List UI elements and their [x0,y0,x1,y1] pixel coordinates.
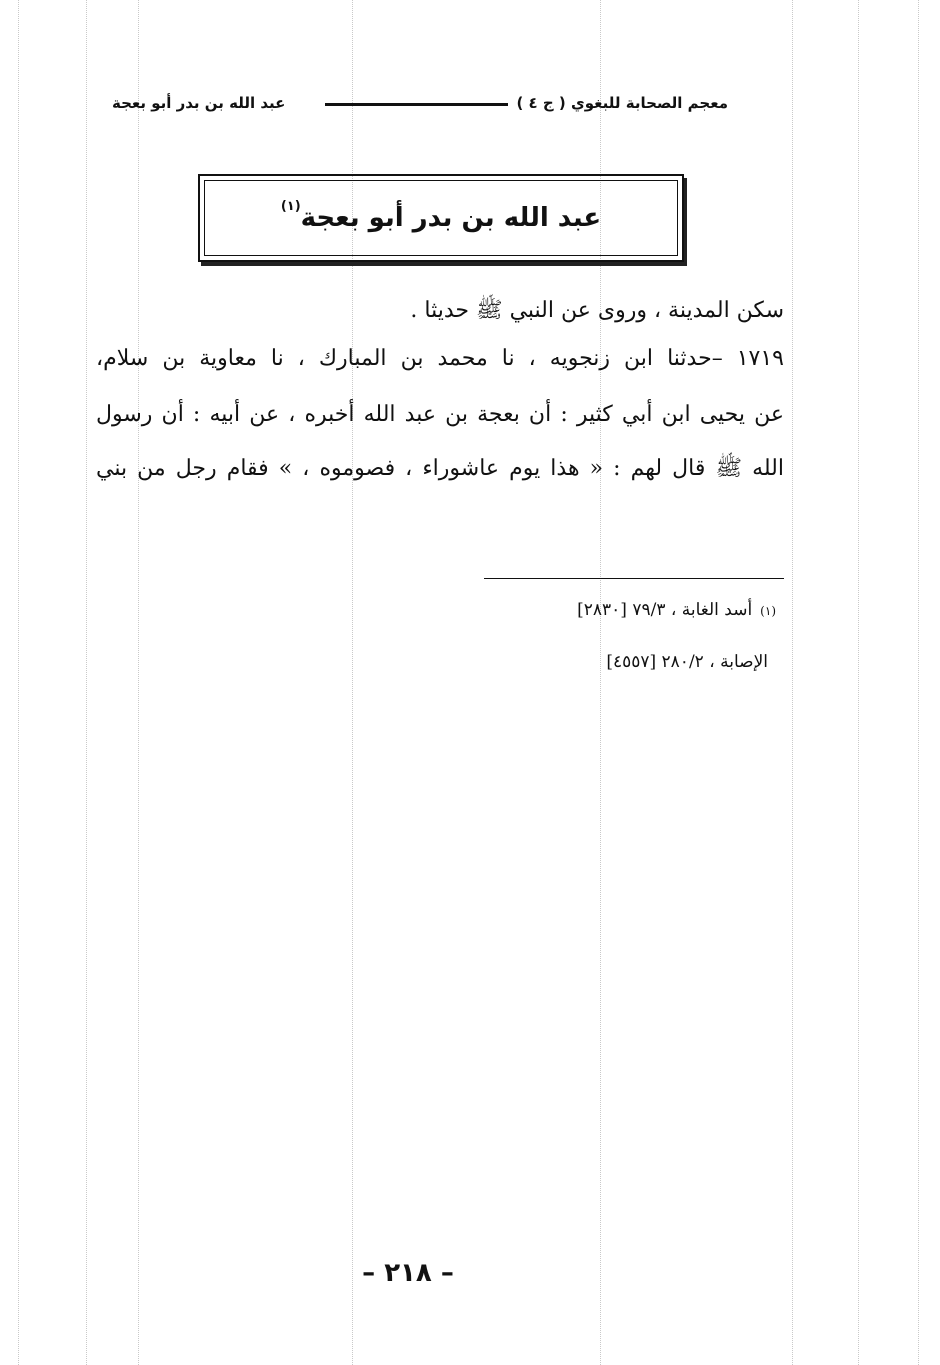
header-rule [325,103,508,106]
body-line: عن يحيى ابن أبي كثير : أن بعجة بن عبد الله أخبره ، عن أبيه : أن رسول [96,402,784,427]
scan-guide-line [18,0,19,1365]
scan-guide-line [918,0,919,1365]
section-title-box [198,174,684,262]
body-line: الله ﷺ قال لهم : « هذا يوم عاشوراء ، فصوموه ، » فقام رجل من بني [96,456,784,481]
footnote-item [577,598,776,623]
footnote-item [606,650,776,675]
book-title: معجم الصحابة للبغوي ( ج ٤ ) [516,94,728,112]
footnote-reference: (١) [280,198,301,214]
running-header [112,88,728,118]
body-line: ١٧١٩ –حدثنا ابن زنجويه ، نا محمد بن المبارك ، نا معاوية بن سلام، [96,346,784,371]
scan-guide-line [138,0,139,1365]
footnote-separator [484,578,784,579]
scan-guide-line [858,0,859,1365]
page-number: – ٢١٨ – [362,1258,454,1288]
footnote-text: الإصابة ، ٢٨٠/٢ [٤٥٥٧] [606,652,768,672]
section-heading: عبد الله بن بدر أبو بعجة [300,203,602,233]
header-rule [285,103,295,106]
footnote-number: (١) [760,604,776,618]
scan-guide-line [86,0,87,1365]
scan-guide-line [792,0,793,1365]
body-line: سكن المدينة ، وروى عن النبي ﷺ حديثا . [410,298,784,323]
entry-title: عبد الله بن بدر أبو بعجة [112,94,286,112]
footnote-text: أسد الغابة ، ٧٩/٣ [٢٨٣٠] [577,600,753,620]
